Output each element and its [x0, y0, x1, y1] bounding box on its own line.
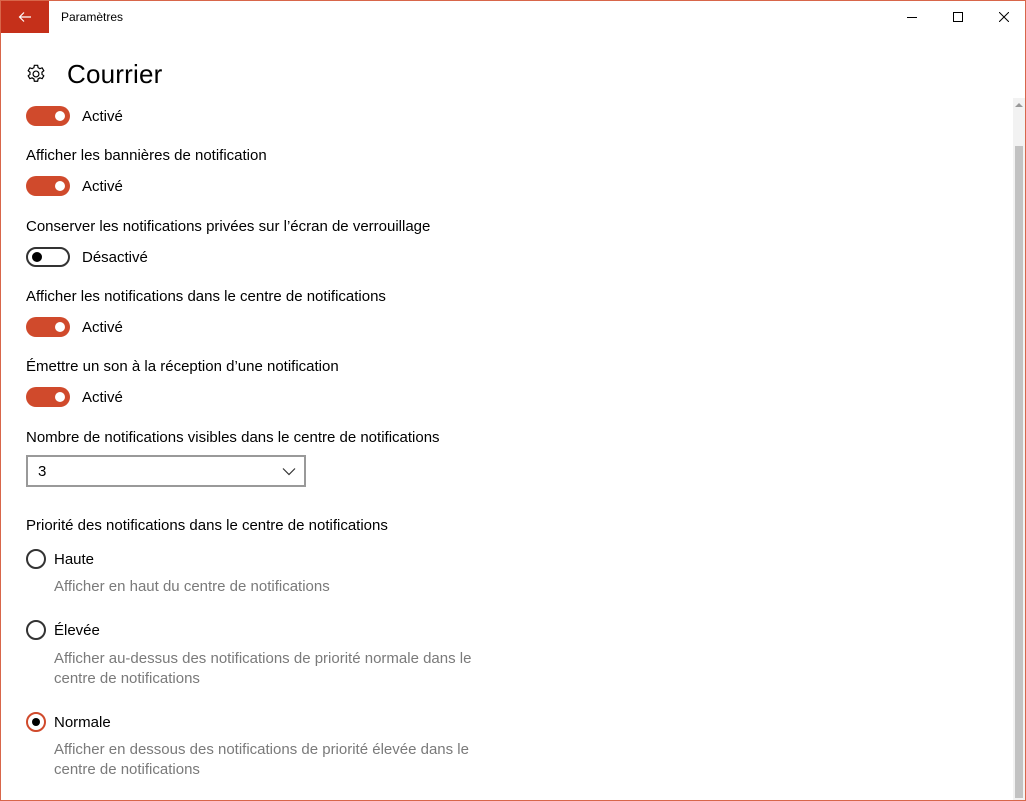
maximize-icon: [953, 12, 963, 22]
priority-option-normale[interactable]: [26, 712, 111, 732]
radio-description: Afficher en dessous des notifications de priorité élevée dans le centre de notifications: [54, 741, 469, 778]
sound-toggle-row: [26, 387, 123, 407]
lockscreen-label: Conserver les notifications privées sur l’écran de verrouillage: [26, 218, 431, 235]
toggle-knob: [32, 252, 42, 262]
maximize-button[interactable]: [935, 1, 981, 33]
chevron-up-icon: [1015, 102, 1023, 108]
action-center-label: Afficher les notifications dans le centre de notifications: [26, 288, 386, 305]
radio-button[interactable]: [26, 620, 46, 640]
sound-toggle-state: Activé: [82, 388, 123, 406]
lockscreen-toggle[interactable]: [26, 247, 70, 267]
banners-toggle-state: Activé: [82, 177, 123, 195]
toggle-knob: [55, 392, 65, 402]
title-bar: [1, 1, 1025, 33]
sound-toggle[interactable]: [26, 387, 70, 407]
priority-option-elevee[interactable]: [26, 620, 100, 640]
priority-option-haute[interactable]: [26, 549, 94, 569]
first-toggle-state: Activé: [82, 107, 123, 125]
scroll-thumb[interactable]: [1015, 146, 1023, 798]
close-button[interactable]: [981, 1, 1026, 33]
minimize-button[interactable]: [889, 1, 935, 33]
toggle-knob: [55, 111, 65, 121]
action-center-toggle-row: [26, 317, 123, 337]
radio-button[interactable]: [26, 712, 46, 732]
page-header: [25, 57, 163, 91]
page-title: Courrier: [67, 58, 163, 89]
banners-toggle-row: [26, 176, 123, 196]
dropdown-value: 3: [38, 462, 47, 480]
first-toggle[interactable]: [26, 106, 70, 126]
back-button[interactable]: [1, 1, 49, 33]
vertical-scrollbar[interactable]: [1013, 98, 1025, 800]
radio-button[interactable]: [26, 549, 46, 569]
chevron-down-icon: [282, 465, 296, 477]
action-center-toggle[interactable]: [26, 317, 70, 337]
radio-label: Haute: [54, 550, 95, 568]
scroll-up-button[interactable]: [1013, 98, 1025, 112]
app-title: Paramètres: [61, 10, 124, 24]
minimize-icon: [907, 12, 917, 22]
radio-label: Normale: [54, 713, 111, 731]
visible-count-label: Nombre de notifications visibles dans le centre de notifications: [26, 429, 440, 446]
radio-description: Afficher au-dessus des notifications de priorité normale dans le centre de notifications: [54, 650, 472, 687]
toggle-knob: [55, 322, 65, 332]
sound-label: Émettre un son à la réception d’une notification: [26, 358, 339, 375]
lockscreen-toggle-state: Désactivé: [82, 248, 148, 266]
first-toggle-row: [26, 106, 123, 126]
radio-description: Afficher en haut du centre de notifications: [54, 578, 330, 595]
gear-icon: [25, 63, 47, 85]
action-center-toggle-state: Activé: [82, 318, 123, 336]
radio-dot: [32, 718, 40, 726]
back-arrow-icon: [18, 11, 32, 23]
radio-label: Élevée: [54, 621, 100, 639]
priority-label: Priorité des notifications dans le centre de notifications: [26, 517, 388, 534]
banners-label: Afficher les bannières de notification: [26, 147, 267, 164]
lockscreen-toggle-row: [26, 247, 148, 267]
close-icon: [999, 12, 1009, 22]
banners-toggle[interactable]: [26, 176, 70, 196]
visible-count-dropdown[interactable]: [26, 455, 306, 487]
toggle-knob: [55, 181, 65, 191]
